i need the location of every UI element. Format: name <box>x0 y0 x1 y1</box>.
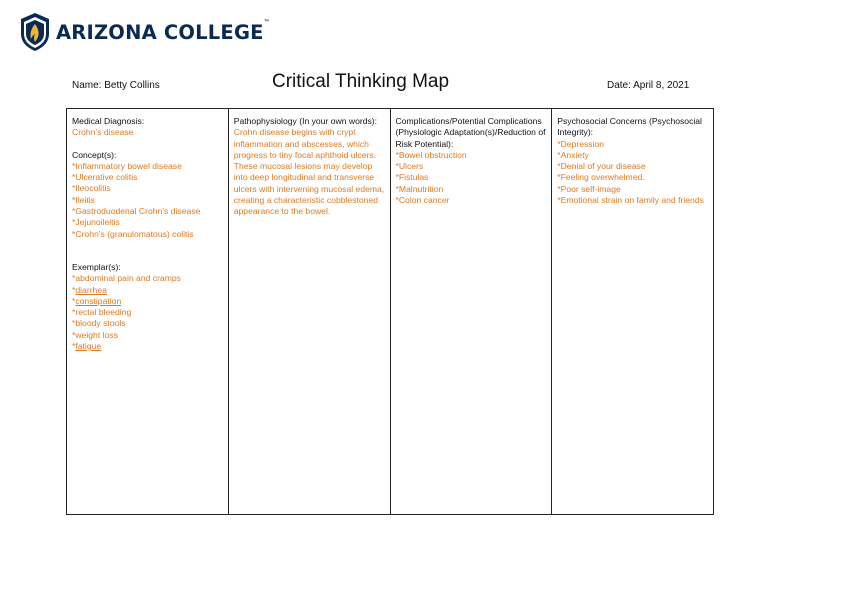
exemplar-item: *diarrhea <box>72 284 107 295</box>
critical-thinking-map-table <box>66 108 714 515</box>
shield-flame-icon <box>20 12 50 52</box>
exemplar-item: *abdominal pain and cramps <box>72 273 181 284</box>
exemplar-item: *weight loss <box>72 329 118 340</box>
student-name: Name: Betty Collins <box>72 80 160 91</box>
medical-diagnosis-column <box>67 109 229 514</box>
brand-name: ARIZONA COLLEGE™ <box>56 18 270 44</box>
pathophysiology-label: Pathophysiology (In your own words): <box>233 116 378 126</box>
concept-item: *Ileitis <box>72 194 95 205</box>
psychosocial-item: *Anxiety <box>557 149 589 160</box>
concept-item: *Inflammatory bowel disease <box>72 160 182 171</box>
complication-item: *Bowel obstruction <box>395 149 467 160</box>
page-title: Critical Thinking Map <box>272 71 450 92</box>
psychosocial-item: *Poor self-image <box>557 183 621 194</box>
exemplars-label: Exemplar(s): <box>72 261 121 272</box>
pathophysiology-column <box>229 109 391 514</box>
complication-item: *Malnutrition <box>395 183 444 194</box>
psychosocial-label: Psychosocial Concerns (Psychosocial Integrity): <box>557 116 702 138</box>
exemplar-item: *constipation <box>72 295 122 306</box>
exemplar-item: *bloody stools <box>72 318 126 329</box>
psychosocial-item: *Emotional strain on family and friends <box>557 195 704 206</box>
complication-item: *Ulcers <box>395 161 424 172</box>
arizona-college-logo <box>20 12 270 52</box>
complications-column <box>391 109 553 514</box>
complication-item: *Fistulas <box>395 172 429 183</box>
psychosocial-item: *Denial of your disease <box>557 161 646 172</box>
concepts-label: Concept(s): <box>72 149 117 160</box>
exemplar-item: *fatigue <box>72 341 102 352</box>
complications-label: Complications/Potential Complications (Physiologic Adaptation(s)/Reduction of Risk Potential): <box>395 116 546 149</box>
concept-item: *Ileocolitis <box>72 183 111 194</box>
diagnosis-value: Crohn’s disease <box>72 127 134 138</box>
concept-item: *Crohn’s (granulomatous) colitis <box>72 228 194 239</box>
psychosocial-item: *Depression <box>557 138 605 149</box>
concept-item: *Ulcerative colitis <box>72 172 138 183</box>
complication-item: *Colon cancer <box>395 195 450 206</box>
psychosocial-item: *Feeling overwhelmed. <box>557 172 645 183</box>
pathophysiology-text: Crohn disease begins with crypt inflammation and abscesses, which progress to tiny focal aphthoid ulcers. These mucosal lesions may develop into deep longitudinal and transverse ulcers with intervening mucosal edema, creating a characteristic cobblestoned appearance to the bowel. <box>233 127 385 217</box>
concept-item: *Gastroduodenal Crohn’s disease <box>72 206 201 217</box>
exemplar-item: *rectal bleeding <box>72 307 132 318</box>
map-date: Date: April 8, 2021 <box>607 80 690 91</box>
psychosocial-column <box>552 109 713 514</box>
diagnosis-label: Medical Diagnosis: <box>72 116 145 126</box>
concept-item: *Jejunoileitis <box>72 217 120 228</box>
